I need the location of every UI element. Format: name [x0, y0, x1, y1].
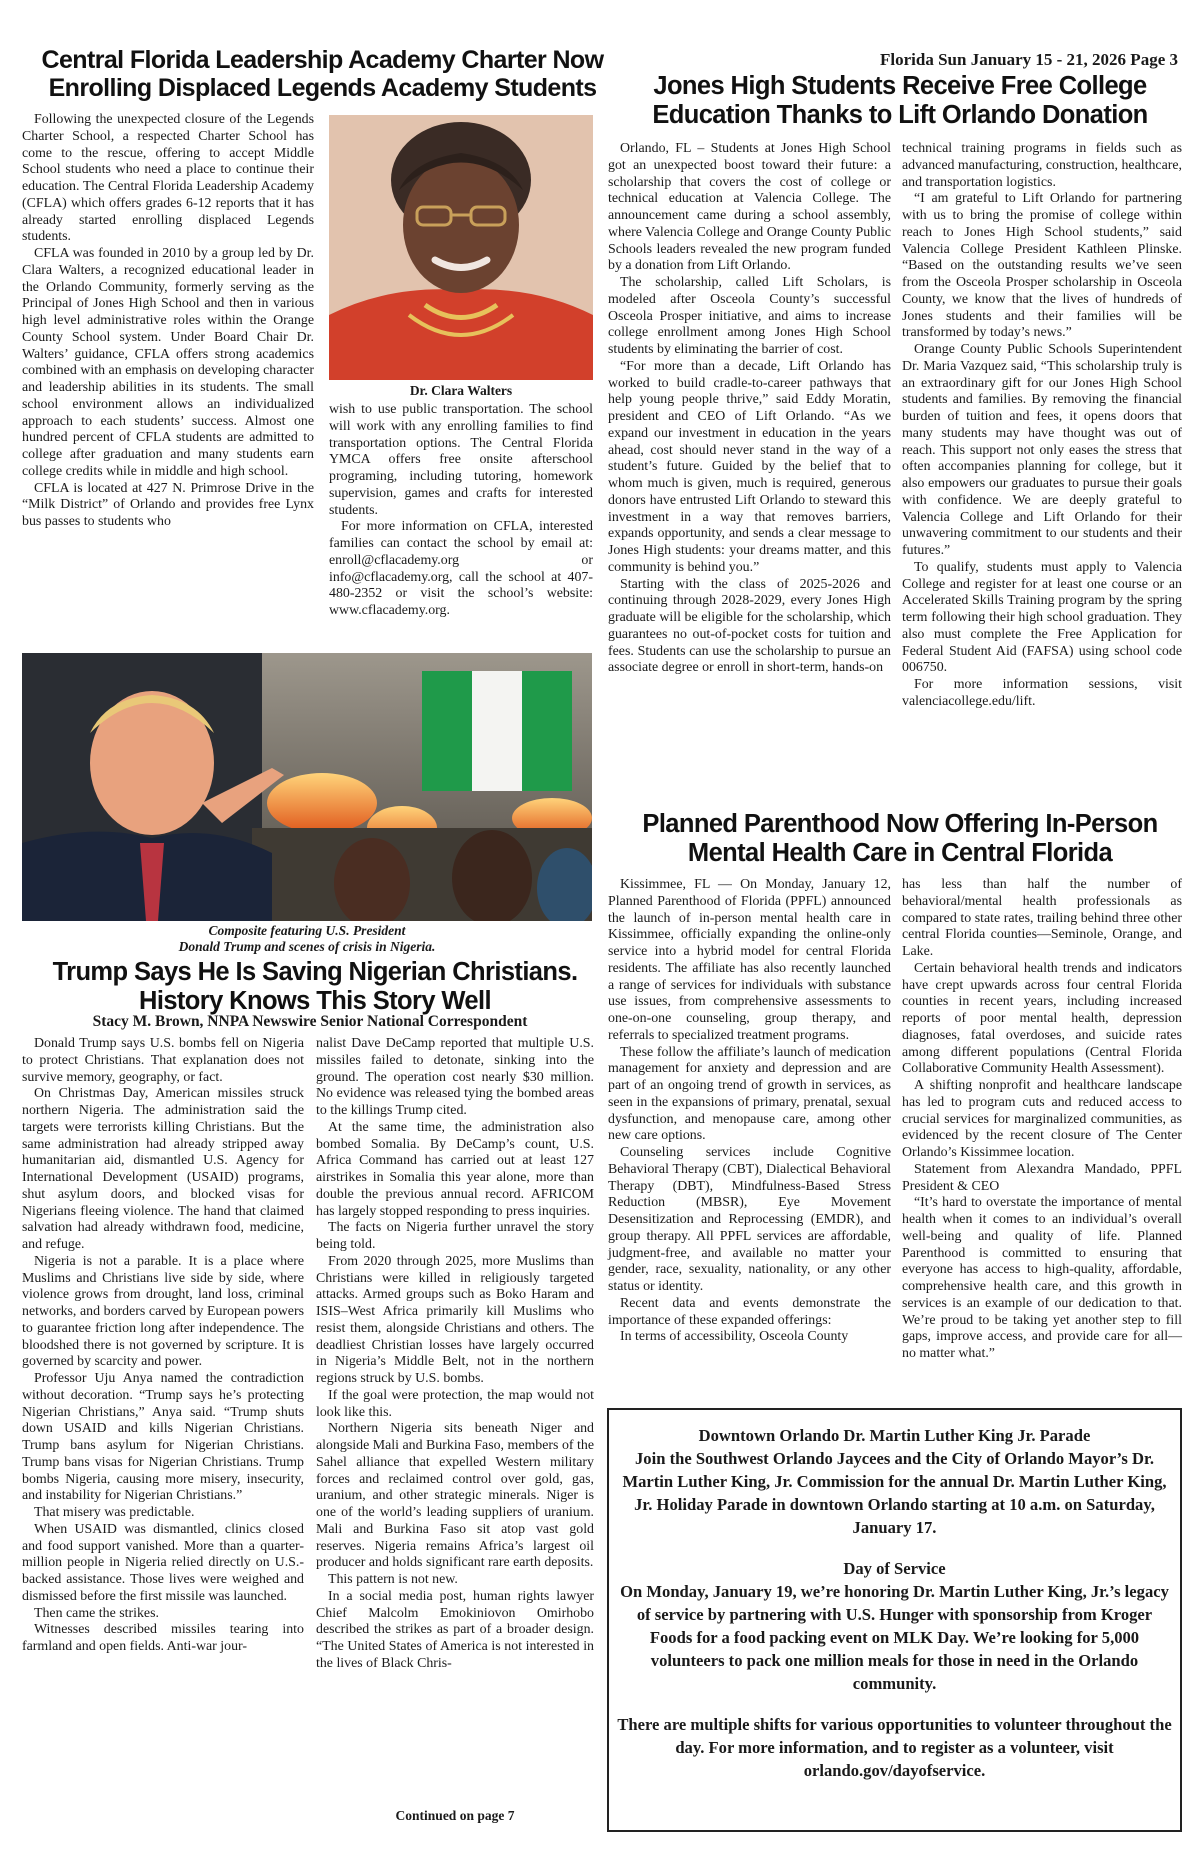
mlk-announcement-box	[607, 1408, 1182, 1832]
paragraph: Counseling services include Cognitive Behavioral Therapy (CBT), Dialectical Behavioral Therapy (DBT), Mindfulness-Based Stress Reduction (MBSR), Eye Movement Desensitization and Reprocessing (EMDR), and group therapy. All PPFL services are affordable, judgment-free, and available no matter your gender, race, sexuality, nationality, or any other status or identity.	[608, 1145, 891, 1294]
paragraph: Following the unexpected closure of the Legends Charter School, a respected Charter School has come to the rescue, offering to accept Middle School students who need a place to continue their education. The Central Florida Leadership Academy (CFLA) which offers grades 6-12 reports that it has already started enrolling displaced Legends students.	[22, 112, 314, 245]
paragraph: Witnesses described missiles tearing into farmland and open fields. Anti-war jour-	[22, 1622, 304, 1654]
paragraph: Orlando, FL – Students at Jones High School got an unexpected boost toward their future: a scholarship that covers the cost of college or technical education at Valencia College. The announcement came during a school assembly, where Valencia College and Orange County Public Schools leaders revealed the new program funded by a donation from Lift Orlando.	[608, 141, 891, 274]
paragraph: That misery was predictable.	[34, 1505, 195, 1520]
paragraph: CFLA is located at 427 N. Primrose Drive in the “Milk District” of Orlando and provides free Lynx bus passes to students who	[22, 480, 314, 529]
cfla-headline: Central Florida Leadership Academy Charter Now Enrolling Displaced Legends Academy Students	[41, 46, 604, 103]
paragraph: These follow the affiliate’s launch of medication management for anxiety and depression and are part of an ongoing trend of growth in services, as seen in the expansions of primary, prenatal, sexual dysfunction, and menopause care, among other new care options.	[608, 1044, 891, 1144]
paragraph: Starting with the class of 2025-2026 and continuing through 2028-2029, every Jones High graduate will be eligible for the scholarship, which guarantees no out-of-pocket costs for tuition and fees. Students can use the scholarship to pursue an associate degree or enroll in short-term, hands-on	[608, 576, 891, 676]
paragraph: Kissimmee, FL — On Monday, January 12, Planned Parenthood of Florida (PPFL) announced the launch of in-person mental health care in Kissimmee, officially expanding the online-only service into a hybrid model for central Florida residents. The affiliate has also recently launched a range of services for individuals with substance use issues, from comprehensive assessments to one-on-one counseling, group therapy, and referrals to specialized treatment programs.	[608, 877, 891, 1043]
page-info: Florida Sun January 15 - 21, 2026 Page 3	[880, 50, 1178, 69]
paragraph: CFLA was founded in 2010 by a group led by Dr. Clara Walters, a recognized educational leader in the Orlando Community, formerly serving as the Principal of Jones High School and then in various high level administrative roles within the Orange County School system. Under Board Chair Dr. Walters’ guidance, CFLA offers strong academics combined with an emphasis on developing character and leadership abilities in its students. The small school environment allows an individualized approach to each students’ success. Almost one hundred percent of CFLA students are admitted to college after graduation and many students earn college credits while in middle and high school.	[22, 246, 314, 479]
trump-headline: Trump Says He Is Saving Nigerian Christians. History Knows This Story Well	[52, 958, 578, 1015]
paragraph: wish to use public transportation. The school will work with any enrolling families to find transportation options. The Central Florida YMCA offers free onsite afterschool programing, including tutoring, homework supervision, games and crafts for interested students.	[329, 402, 593, 518]
pp-headline: Planned Parenthood Now Offering In-Person Mental Health Care in Central Florida	[642, 810, 1158, 867]
paragraph: In terms of accessibility, Osceola County	[620, 1329, 849, 1345]
paragraph: Orange County Public Schools Superintendent Dr. Maria Vazquez said, “This scholarship truly is an extraordinary gift for our Jones High School students and families. By removing the financial burden of tuition and fees, it opens doors that many students may have thought was out of reach. This support not only eases the stress that often accompanies planning for college, but it also empowers our graduates to pursue their goals with confidence. We are deeply grateful to Valencia College and Lift Orlando for their unwavering commitment to our students and their futures.”	[902, 342, 1182, 558]
paragraph: Statement from Alexandra Mandado, PPFL President & CEO	[902, 1161, 1182, 1194]
caption-line: Composite featuring U.S. President	[208, 923, 406, 938]
paragraph: The scholarship, called Lift Scholars, is modeled after Osceola County’s successful Osceola Prosper initiative, and aims to increase college enrollment among Jones High School students by eliminating the barrier of cost.	[608, 275, 891, 357]
paragraph: For more information on CFLA, interested families can contact the school by email at: enroll@cflacademy.org or info@cflacademy.org, call the school at 407-480-2352 or visit the school’s website: www.cflacademy.org.	[329, 519, 593, 618]
dr-clara-walters-photo	[329, 115, 593, 380]
day-of-service-details: On Monday, January 19, we’re honoring Dr. Martin Luther King, Jr.’s legacy of service by partnering with U.S. Hunger with sponsorship from Kroger Foods for a food packing event on MLK Day. We’re looking for 5,000 volunteers to pack one million meals for those in need in the Orlando community.	[620, 1582, 1169, 1693]
day-of-service-title: Day of Service	[843, 1559, 946, 1578]
volunteer-info: There are multiple shifts for various opportunities to volunteer throughout the day. For more information, and to register as a volunteer, visit orlando.gov/dayofservice.	[617, 1715, 1172, 1780]
paragraph: “It’s hard to overstate the importance of mental health when it comes to an individual’s overall well-being and quality of life. Planned Parenthood is committed to ensuring that everyone has access to high-quality, affordable, comprehensive health care, and this growth in services is an example of our dedication to that. We’re proud to be taking yet another step to fill gaps, improve access, and provide care for all—no matter what.”	[902, 1195, 1182, 1361]
paragraph: This pattern is not new.	[328, 1572, 458, 1587]
cfla-column-1	[22, 112, 314, 531]
paragraph: technical training programs in fields such as advanced manufacturing, construction, healthcare, and transportation logistics.	[902, 141, 1183, 190]
paragraph: For more information sessions, visit valenciacollege.edu/lift.	[902, 677, 1182, 709]
caption-line: Donald Trump and scenes of crisis in Nigeria.	[178, 939, 436, 954]
jones-headline: Jones High Students Receive Free College Education Thanks to Lift Orlando Donation	[652, 72, 1148, 129]
paragraph: nalist Dave DeCamp reported that multiple U.S. missiles failed to detonate, sinking into the ground. The operation cost nearly $30 million. No evidence was released tying the bombed areas to the killings Trump cited.	[316, 1036, 594, 1118]
jones-column-2	[902, 141, 1182, 711]
paragraph: When USAID was dismantled, clinics closed and food support vanished. More than a quarter-million people in Nigeria relied directly on U.S.-backed assistance. Those lives were weighed and dismissed before the first missile was launched.	[22, 1521, 304, 1604]
pp-column-2	[902, 877, 1182, 1363]
cfla-column-2	[329, 402, 593, 620]
photo-caption: Dr. Clara Walters	[409, 383, 513, 398]
paragraph: Nigeria is not a parable. It is a place where Muslims and Christians live side by side, where violence grows from drought, land loss, criminal networks, and borders carved by European powers to guarantee friction long after independence. The bloodshed there is not governed by scripture. It is governed by scarcity and power.	[22, 1253, 304, 1370]
composite-photo	[22, 653, 592, 921]
pp-column-1	[608, 877, 891, 1346]
paragraph: Professor Uju Anya named the contradiction without decoration. “Trump says he’s protecting Nigerian Christians,” Anya said. “Trump shuts down USAID and kills Nigerian Christians. Trump bans asylum for Nigerian Christians. Trump bans visas for Nigerian Christians. Trump bombs Nigeria, causing more misery, insecurity, and instability for Nigerian Christians.”	[22, 1371, 304, 1504]
trump-column-2	[316, 1036, 594, 1673]
paragraph: Recent data and events demonstrate the importance of these expanded offerings:	[608, 1295, 891, 1328]
paragraph: On Christmas Day, American missiles struck northern Nigeria. The administration said the targets were terrorists killing Christians. But the same administration had already stripped away humanitarian aid, dismantled U.S. Agency for International Development (USAID) programs, shut asylum doors, and blocked visas for Nigerians fleeing violence. The hand that claimed salvation had already withdrawn food, medicine, and refuge.	[22, 1086, 304, 1252]
paragraph: To qualify, students must apply to Valencia College and register for at least one course or an Accelerated Skills Training program by the spring term following their high school graduation. They also must complete the Free Application for Federal Student Aid (FAFSA) using school code 006750.	[902, 559, 1182, 676]
paragraph: At the same time, the administration also bombed Somalia. By DeCamp’s count, U.S. Africa Command has carried out at least 127 airstrikes in Somalia this year alone, more than double the previous annual record. AFRICOM has largely stopped responding to press inquiries.	[316, 1119, 594, 1219]
paragraph: The facts on Nigeria further unravel the story being told.	[316, 1220, 594, 1252]
jones-column-1	[608, 141, 891, 677]
paragraph: In a social media post, human rights lawyer Chief Malcolm Emokiniovon Omirhobo described the strikes as part of a broader design. “The United States of America is not interested in the lives of Black Chris-	[316, 1588, 594, 1671]
paragraph: From 2020 through 2025, more Muslims than Christians were killed in religiously targeted attacks. Armed groups such as Boko Haram and ISIS–West Africa primarily kill Muslims who resist them, alongside Christians and others. The deadliest Christian losses have largely occurred in Nigeria’s Middle Belt, not in the northern regions struck by U.S. bombs.	[316, 1253, 594, 1386]
portrait-illustration	[329, 115, 593, 380]
composite-illustration	[22, 653, 592, 921]
paragraph: “I am grateful to Lift Orlando for partnering with us to bring the promise of college within reach to Jones High School students,” said Valencia College President Kathleen Plinske. “Based on the outstanding results we’ve seen from the Osceola Prosper scholarship in Osceola County, we know that the lives of hundreds of Jones students and their families will be transformed by today’s news.”	[902, 191, 1182, 341]
paragraph: A shifting nonprofit and healthcare landscape has led to program cuts and reduced access to crucial services for marginalized communities, as evidenced by the recent closure of The Center Orlando’s Kissimmee location.	[902, 1078, 1182, 1160]
paragraph: Then came the strikes.	[34, 1605, 159, 1621]
continued-note: Continued on page 7	[395, 1808, 515, 1823]
parade-title: Downtown Orlando Dr. Martin Luther King Jr. Parade	[698, 1426, 1091, 1445]
paragraph: Northern Nigeria sits beneath Niger and alongside Mali and Burkina Faso, members of the Sahel alliance that expelled Western military forces and reclaimed control over gold, gas, uranium, and other strategic minerals. Niger is one of the world’s leading suppliers of uranium. Mali and Burkina Faso sit atop vast gold reserves. Nigeria remains Africa’s largest oil producer and holds significant rare earth deposits.	[316, 1421, 594, 1571]
paragraph: If the goal were protection, the map would not look like this.	[316, 1387, 594, 1420]
composite-caption	[22, 923, 592, 955]
paragraph: Donald Trump says U.S. bombs fell on Nigeria to protect Christians. That explanation does not survive memory, geography, or fact.	[22, 1036, 304, 1085]
parade-details: Join the Southwest Orlando Jaycees and the City of Orlando Mayor’s Dr. Martin Luther King, Jr. Commission for the annual Dr. Martin Luther King, Jr. Holiday Parade in downtown Orlando starting at 10 a.m. on Saturday, January 17.	[622, 1449, 1167, 1537]
trump-byline: Stacy M. Brown, NNPA Newswire Senior National Correspondent	[92, 1013, 528, 1030]
paragraph: has less than half the number of behavioral/mental health professionals as compared to state rates, trailing behind three other central Florida counties—Seminole, Orange, and Lake.	[902, 877, 1182, 959]
paragraph: “For more than a decade, Lift Orlando has worked to build cradle-to-career pathways that help young people thrive,” said Eddy Moratin, president and CEO of Lift Orlando. “As we expand our investment in education in the years ahead, cost should never stand in the way of a student’s future. Guided by the belief that to whom much is given, much is required, generous donors have entrusted Lift Orlando to steward this investment in a way that removes barriers, expands opportunity, and sends a clear message to Jones High students: your dreams matter, and this community is behind you.”	[608, 358, 891, 575]
paragraph: Certain behavioral health trends and indicators have crept upwards across four central Florida counties in recent years, including increased reports of poor mental health, depression diagnoses, fatal overdoses, and suicide rates among different populations (Central Florida Collaborative Community Health Assessment).	[902, 960, 1182, 1077]
trump-column-1	[22, 1036, 304, 1656]
